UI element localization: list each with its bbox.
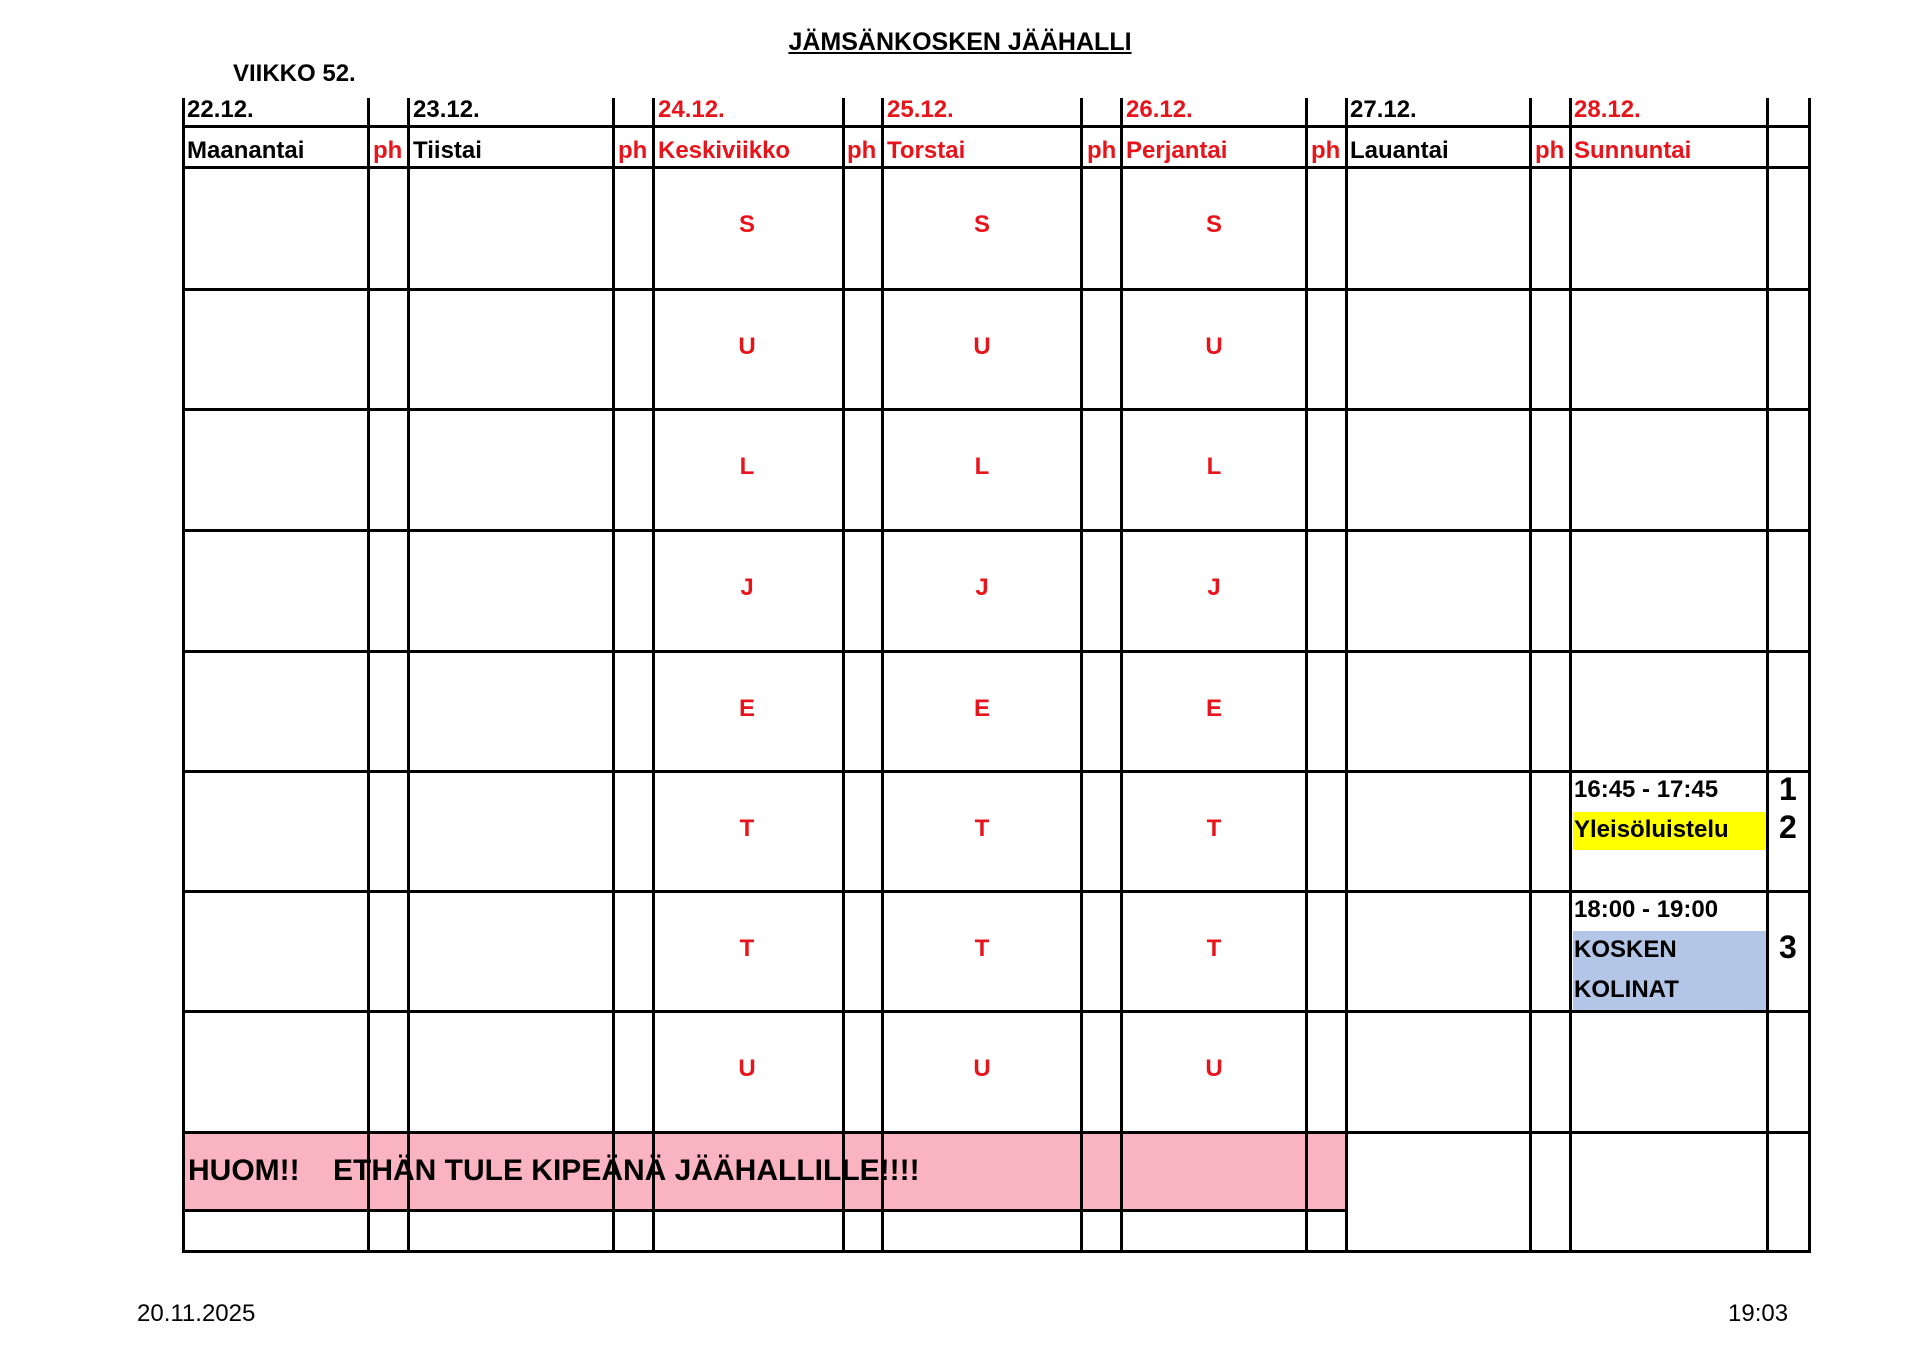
closed-letter: E xyxy=(1205,695,1222,722)
grid-vline xyxy=(1345,98,1348,1252)
day-thu: Torstai xyxy=(887,137,966,164)
event-name: KOLINAT xyxy=(1574,976,1679,1003)
grid-vline xyxy=(367,98,370,1252)
closed-letter: S xyxy=(973,211,990,238)
closed-letter: L xyxy=(974,453,990,480)
event-name: Yleisöluistelu xyxy=(1574,816,1729,843)
grid-hline xyxy=(182,288,1811,291)
closed-letter: E xyxy=(973,695,990,722)
closed-letter: U xyxy=(1205,1055,1223,1082)
grid-hline xyxy=(182,1010,1811,1013)
grid-hline xyxy=(182,1250,1811,1253)
grid-vline xyxy=(1305,98,1308,1252)
closed-letter: J xyxy=(1207,574,1221,601)
grid-vline xyxy=(1080,98,1083,1252)
week-label: VIIKKO 52. xyxy=(233,60,356,87)
notice-prefix: HUOM!! xyxy=(188,1154,300,1187)
event-marker: 2 xyxy=(1779,809,1797,845)
grid-vline xyxy=(182,98,185,1252)
closed-letter: T xyxy=(739,815,755,842)
date-mon: 22.12. xyxy=(187,96,254,123)
page-title: JÄMSÄNKOSKEN JÄÄHALLI xyxy=(788,28,1132,56)
closed-letter: T xyxy=(1206,935,1222,962)
ph-label: ph xyxy=(847,137,877,164)
notice-text xyxy=(188,1153,920,1189)
grid-vline xyxy=(1569,98,1572,1252)
closed-letter: J xyxy=(740,574,754,601)
date-wed: 24.12. xyxy=(658,96,725,123)
day-wed: Keskiviikko xyxy=(658,137,791,164)
event-time: 18:00 - 19:00 xyxy=(1574,896,1719,923)
closed-letter: S xyxy=(1205,211,1222,238)
grid-hline xyxy=(182,1131,1811,1134)
closed-letter: U xyxy=(1205,333,1223,360)
grid-hline xyxy=(182,650,1811,653)
date-sun: 28.12. xyxy=(1574,96,1641,123)
day-tue: Tiistai xyxy=(413,137,482,164)
grid-hline xyxy=(182,408,1811,411)
footer-date: 20.11.2025 xyxy=(137,1300,256,1327)
footer-time: 19:03 xyxy=(1728,1300,1789,1327)
day-sat: Lauantai xyxy=(1350,137,1449,164)
date-fri: 26.12. xyxy=(1126,96,1193,123)
event-name: KOSKEN xyxy=(1574,936,1677,963)
grid-vline xyxy=(1529,98,1532,1252)
grid-vline xyxy=(1120,98,1123,1252)
ph-label: ph xyxy=(1311,137,1341,164)
ph-label: ph xyxy=(373,137,403,164)
day-mon: Maanantai xyxy=(187,137,305,164)
closed-letter: L xyxy=(739,453,755,480)
date-tue: 23.12. xyxy=(413,96,480,123)
day-sun: Sunnuntai xyxy=(1574,137,1692,164)
grid-hline xyxy=(182,125,1811,128)
closed-letter: T xyxy=(1206,815,1222,842)
closed-letter: S xyxy=(738,211,755,238)
closed-letter: U xyxy=(738,1055,756,1082)
grid-vline xyxy=(1808,98,1811,1252)
grid-vline xyxy=(612,98,615,1252)
closed-letter: T xyxy=(974,935,990,962)
grid-hline xyxy=(182,166,1811,169)
grid-hline xyxy=(182,770,1811,773)
closed-letter: T xyxy=(974,815,990,842)
ph-label: ph xyxy=(1087,137,1117,164)
grid-hline xyxy=(182,890,1811,893)
closed-letter: T xyxy=(739,935,755,962)
grid-vline xyxy=(1766,98,1769,1252)
closed-letter: J xyxy=(975,574,989,601)
grid-vline xyxy=(842,98,845,1252)
ph-label: ph xyxy=(1535,137,1565,164)
day-fri: Perjantai xyxy=(1126,137,1228,164)
closed-letter: L xyxy=(1206,453,1222,480)
closed-letter: U xyxy=(738,333,756,360)
date-thu: 25.12. xyxy=(887,96,954,123)
event-time: 16:45 - 17:45 xyxy=(1574,776,1719,803)
grid-hline xyxy=(182,529,1811,532)
event-marker: 1 xyxy=(1779,771,1797,807)
grid-hline xyxy=(182,1209,1347,1212)
grid-vline xyxy=(407,98,410,1252)
ph-label: ph xyxy=(618,137,648,164)
event-marker: 3 xyxy=(1779,929,1797,965)
date-sat: 27.12. xyxy=(1350,96,1417,123)
notice-message: ETHÄN TULE KIPEÄNÄ JÄÄHALLILLE!!!! xyxy=(332,1154,920,1187)
grid-vline xyxy=(881,98,884,1252)
closed-letter: U xyxy=(973,1055,991,1082)
grid-vline xyxy=(652,98,655,1252)
closed-letter: E xyxy=(738,695,755,722)
closed-letter: U xyxy=(973,333,991,360)
